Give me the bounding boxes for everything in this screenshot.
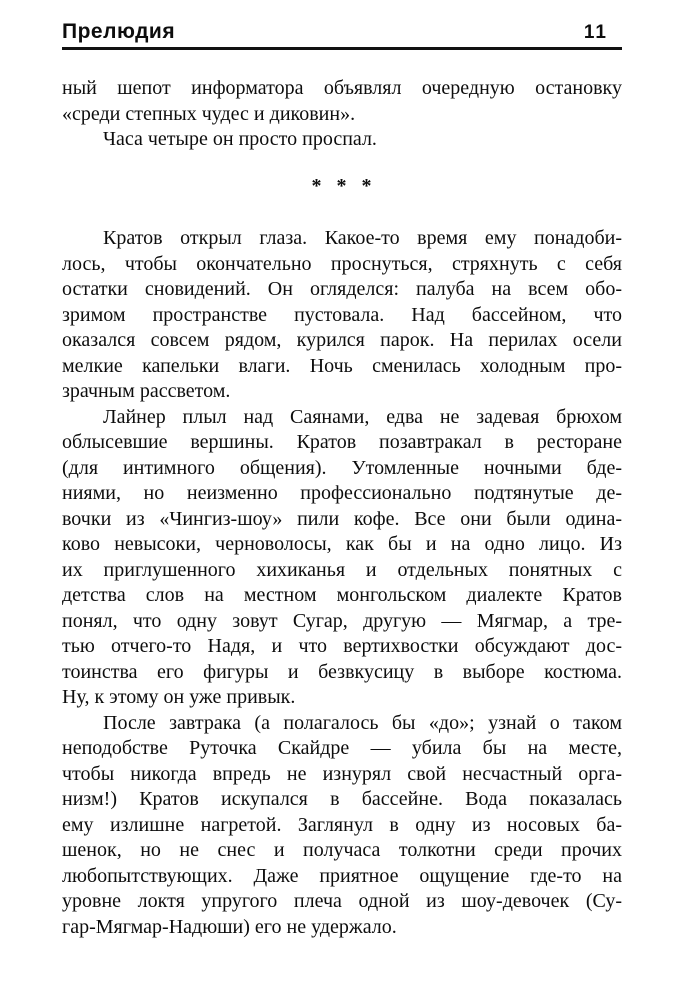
paragraph [62, 127, 622, 153]
text-line: зримом пространстве пустовала. Над бассейном, что [62, 303, 622, 326]
text-line: уровне локтя упругого плеча одной из шоу-девочек (Су- [62, 890, 622, 912]
text-line: тоинства его фигуры и безвкусицу в выборе костюма. [62, 660, 622, 683]
text-line: гар-Мягмар-Надюши) его не удержало. [62, 915, 397, 938]
text-line: «среди степных чудес и диковин». [62, 102, 356, 125]
text-line: шенок, но не снес и получаса толкотни среди прочих [62, 839, 622, 861]
text-line: ково невысоки, черноволосы, как бы и на одно лицо. Из [62, 533, 622, 555]
chapter-title: Прелюдия [62, 20, 176, 43]
text-line: вочки из «Чингиз-шоу» пили кофе. Все они были одина- [62, 507, 622, 530]
page-number: 11 [583, 22, 608, 43]
running-header [62, 20, 622, 50]
text-line: ный шепот информатора объявлял очередную остановку [62, 77, 622, 99]
text-line: Часа четыре он просто проспал. [103, 128, 377, 150]
text-line: После завтрака (а полагалось бы «до»; узнай о таком [103, 711, 622, 734]
text-line: тью отчего-то Надя, и что вертихвостки обсуждают дос- [62, 635, 622, 657]
text-line: (для интимного общения). Утомленные ночными бде- [62, 456, 622, 479]
paragraph [62, 405, 622, 711]
text-line: ниями, но неизменно профессионально подтянутые де- [62, 482, 622, 504]
text-line: мелкие капельки влаги. Ночь сменилась холодным про- [62, 354, 622, 377]
text-line: низм!) Кратов искупался в бассейне. Вода показалась [62, 788, 622, 810]
text-line: неподобстве Руточка Скайдре — убила бы на месте, [62, 737, 622, 759]
text-line: их приглушенного хихиканья и отдельных понятных с [62, 558, 622, 581]
text-line: понял, что одну зовут Сугар, другую — Мягмар, а тре- [62, 609, 622, 632]
text-line: детства слов на местном монгольском диалекте Кратов [62, 584, 622, 606]
section-separator: * * * [311, 174, 373, 197]
paragraph [62, 76, 622, 127]
text-line: Лайнер плыл над Саянами, едва не задевая брюхом [103, 405, 622, 428]
text-line: чтобы никогда впредь не изнурял свой несчастный орга- [62, 762, 622, 785]
text-line: ему излишне нагретой. Заглянул в одну из носовых ба- [62, 813, 622, 836]
text-line: остатки сновидений. Он огляделся: палуба на всем обо- [62, 278, 622, 300]
text-line: любопытствующих. Даже приятное ощущение где-то на [62, 864, 622, 887]
text-line: лось, чтобы окончательно проснуться, стряхнуть с себя [62, 252, 622, 275]
text-line: облысевшие вершины. Кратов позавтракал в ресторане [62, 431, 622, 453]
text-line: Ну, к этому он уже привык. [62, 686, 296, 708]
text-line: Кратов открыл глаза. Какое-то время ему понадоби- [103, 227, 622, 249]
paragraph [62, 711, 622, 941]
text-line: зрачным рассветом. [62, 380, 231, 402]
paragraph [62, 226, 622, 405]
page-body [62, 76, 622, 940]
text-line: оказался совсем рядом, курился парок. На перилах осели [62, 329, 622, 351]
